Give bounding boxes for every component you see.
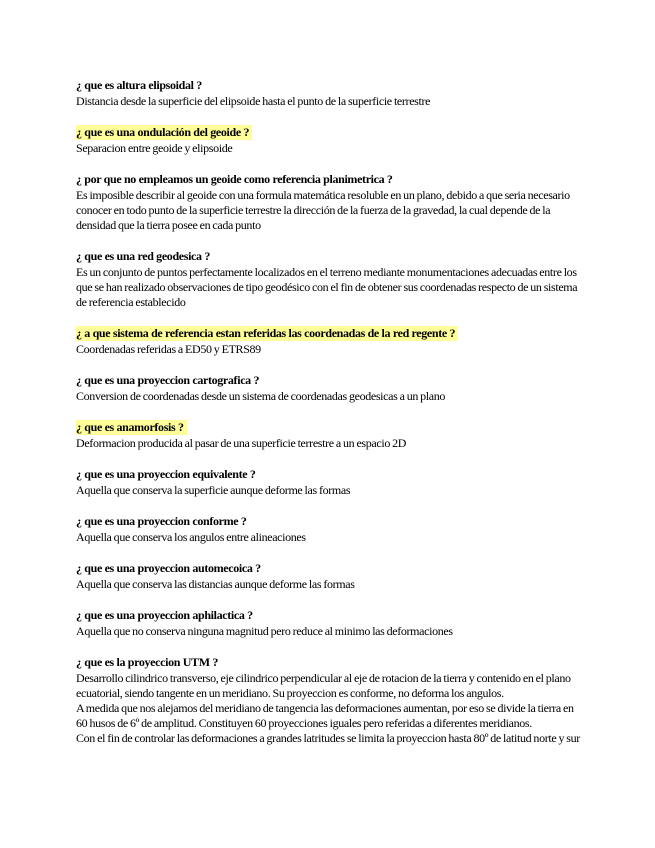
answer-paragraph: Aquella que no conserva ninguna magnitud pero reduce al minimo las deformaciones (76, 624, 453, 638)
question-heading-highlighted: ¿ que es anamorfosis ? (76, 420, 187, 435)
answer-paragraph: A medida que nos alejamos del meridiano de tangencia las deformaciones aumentan, por eso se divide la tierra en 60 husos de 6º de amplitud. Constituyen 60 proyecciones iguales pero referidas a diferentes meridianos. (76, 701, 574, 730)
document-page (76, 76, 582, 760)
qa-item (76, 418, 582, 451)
answer-paragraph: Es un conjunto de puntos perfectamente localizados en el terreno mediante monumentaciones adecuadas entre los que se han realizado observaciones de tipo geodésico con el fin de obtener sus coordenadas respecto de un sistema de referencia establecido (76, 265, 578, 309)
qa-item (76, 123, 582, 156)
answer-text (76, 141, 582, 156)
answer-text (76, 389, 582, 404)
question-heading: ¿ que es una red geodesica ? (76, 249, 210, 263)
answer-paragraph: Aquella que conserva los angulos entre alineaciones (76, 530, 306, 544)
answer-text (76, 94, 582, 109)
answer-paragraph: Aquella que conserva las distancias aunque deforme las formas (76, 577, 355, 591)
qa-item (76, 512, 582, 545)
question-heading: ¿ por que no empleamos un geoide como referencia planimetrica ? (76, 172, 393, 186)
answer-paragraph: Es imposible describir al geoide con una formula matemática resoluble en un plano, debido a que seria necesario conocer en todo punto de la superficie terrestre la dirección de la fuerza de la gravedad, la cual depende de la densidad que la tierra posee en cada punto (76, 188, 570, 232)
answer-paragraph: Separacion entre geoide y elipsoide (76, 141, 233, 155)
answer-paragraph: Con el fin de controlar las deformaciones a grandes latritudes se limita la proyeccion hasta 80º de latitud norte y sur (76, 731, 580, 745)
answer-text (76, 483, 582, 498)
answer-paragraph: Desarrollo cilindrico transverso, eje cilindrico perpendicular al eje de rotacion de la tierra y contenido en el plano ecuatorial, siendo tangente en un meridiano. Su proyeccion es conforme, no deforma los angulos. (76, 671, 571, 700)
qa-item (76, 324, 582, 357)
answer-text (76, 671, 582, 746)
answer-text (76, 530, 582, 545)
answer-paragraph: Deformacion producida al pasar de una superficie terrestre a un espacio 2D (76, 436, 407, 450)
qa-item (76, 76, 582, 109)
answer-text (76, 436, 582, 451)
question-heading: ¿ que es una proyeccion cartografica ? (76, 373, 260, 387)
question-heading: ¿ que es una proyeccion equivalente ? (76, 467, 256, 481)
question-heading-highlighted: ¿ que es una ondulación del geoide ? (76, 125, 252, 140)
qa-item (76, 559, 582, 592)
answer-text (76, 188, 582, 233)
question-heading: ¿ que es una proyeccion conforme ? (76, 514, 247, 528)
answer-text (76, 342, 582, 357)
answer-text (76, 624, 582, 639)
answer-paragraph: Coordenadas referidas a ED50 y ETRS89 (76, 342, 261, 356)
question-heading: ¿ que es la proyeccion UTM ? (76, 655, 218, 669)
answer-paragraph: Conversion de coordenadas desde un sistema de coordenadas geodesicas a un plano (76, 389, 446, 403)
answer-paragraph: Distancia desde la superficie del elipsoide hasta el punto de la superficie terrestre (76, 94, 431, 108)
question-heading: ¿ que es una proyeccion aphilactica ? (76, 608, 253, 622)
question-heading-highlighted: ¿ a que sistema de referencia estan referidas las coordenadas de la red regente ? (76, 326, 458, 341)
answer-text (76, 265, 582, 310)
answer-paragraph: Aquella que conserva la superficie aunque deforme las formas (76, 483, 351, 497)
question-heading: ¿ que es altura elipsoidal ? (76, 78, 202, 92)
qa-item (76, 653, 582, 746)
qa-item (76, 371, 582, 404)
qa-item (76, 465, 582, 498)
answer-text (76, 577, 582, 592)
qa-item (76, 606, 582, 639)
qa-item (76, 170, 582, 233)
qa-item (76, 247, 582, 310)
question-heading: ¿ que es una proyeccion automecoica ? (76, 561, 261, 575)
